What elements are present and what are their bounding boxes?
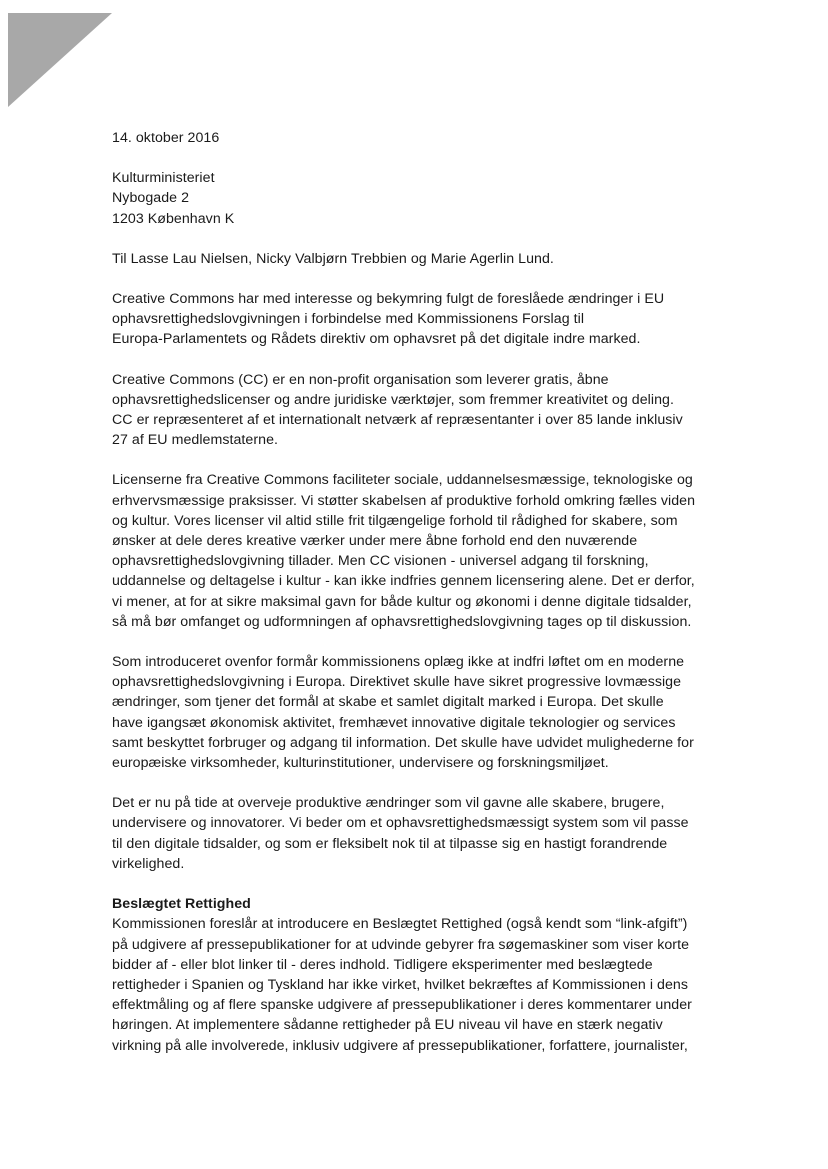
paragraph-intro [112,289,712,350]
text-line: bidder af - eller blot linker til - deres indhold. Tidligere eksperimenter med beslægtede [112,956,653,973]
paragraph-commission [112,652,712,773]
text-line: Som introduceret ovenfor formår kommissionens oplæg ikke at indfri løftet om en moderne [112,654,685,671]
text-line: til den digitale tidsalder, og som er fleksibelt nok til at tilpasse sig en hastigt forandrende [112,835,668,852]
text-line: Licenserne fra Creative Commons faciliteter sociale, uddannelsesmæssige, teknologiske og [112,472,693,489]
text-line: vi mener, at for at sikre maksimal gavn for både kultur og økonomi i denne digitale tidsalder, [112,593,692,610]
section-heading: Beslægtet Rettighed [112,896,251,913]
text-line: Kommissionen foreslår at introducere en Beslægtet Rettighed (også kendt som “link-afgift”) [112,916,688,933]
text-line: Det er nu på tide at overveje produktive ændringer som vil gavne alle skabere, brugere, [112,795,665,812]
text-line: virkning på alle involverede, inklusiv udgivere af pressepublikationer, forfattere, journalister, [112,1037,688,1054]
text-line: CC er repræsenteret af et internationalt netværk af repræsentanter i over 85 lande inklusiv [112,412,683,429]
recipient-address [112,168,712,229]
text-line: rettigheder i Spanien og Tyskland har ikke virket, hvilket bekræftes af Kommissionen i dens [112,976,689,993]
text-line: ophavsrettighedslicenser og andre juridiske værktøjer, som fremmer kreativitet og deling. [112,391,674,408]
text-line: 27 af EU medlemstaterne. [112,432,279,449]
text-line: virkelighed. [112,855,185,872]
text-line: og kultur. Vores licenser vil altid stille frit tilgængelige forhold til rådighed for skabere, som [112,512,678,529]
text-line: undervisere og innovatorer. Vi beder om et ophavsrettighedsmæssigt system som vil passe [112,815,689,832]
text-line: ophavsrettighedslovgivningen i forbindelse med Kommissionens Forslag til [112,311,585,328]
text-line: ønsker at dele deres kreative værker under mere åbne forhold end den nuværende [112,533,638,550]
letter-date: 14. oktober 2016 [112,130,220,146]
address-line: 1203 København K [112,210,235,227]
text-line: Creative Commons (CC) er en non-profit organisation som leverer gratis, åbne [112,371,609,388]
text-line: på udgivere af pressepublikationer for at udvinde gebyrer fra søgemaskiner som viser korte [112,936,690,953]
text-line: ophavsrettighedslovgivning i Europa. Direktivet skulle have sikret progressive lovmæssige [112,674,682,691]
paragraph-licenses [112,470,712,632]
text-line: effektmåling og af flere spanske udgivere af pressepublikationer i deres kommentarer under [112,997,692,1014]
text-line: uddannelse og deltagelse i kultur - kan ikke indfries gennem licensering alene. Det er derfor, [112,573,695,590]
salutation: Til Lasse Lau Nielsen, Nicky Valbjørn Trebbien og Marie Agerlin Lund. [112,250,554,267]
text-line: erhvervsmæssige praksisser. Vi støtter skabelsen af produktive forhold omkring fælles viden [112,492,696,509]
address-line: Nybogade 2 [112,190,190,207]
paragraph-call-to-action [112,793,712,874]
paragraph-about-cc [112,370,712,451]
text-line: Europa-Parlamentets og Rådets direktiv om ophavsret på det digitale indre marked. [112,331,641,348]
text-line: ophavsrettighedslovgivning tillader. Men CC visionen - universel adgang til forskning, [112,553,649,570]
text-line: høringen. At implementere sådanne rettigheder på EU niveau vil have en stærk negativ [112,1017,663,1034]
text-line: Creative Commons har med interesse og bekymring fulgt de foreslåede ændringer i EU [112,291,665,308]
page-corner-fold [8,13,112,107]
text-line: ændringer, som tjener det formål at skabe et samlet digitalt marked i Europa. Det skulle [112,694,664,711]
text-line: have igangsæt økonomisk aktivitet, fremhævet innovative digitale teknologier og services [112,714,676,731]
section-related-rights [112,894,712,1056]
letter-page [112,128,712,1056]
address-line: Kulturministeriet [112,170,215,187]
text-line: så må bør omfanget og udformningen af ophavsrettighedslovgivning tages op til diskussion. [112,613,692,630]
text-line: europæiske virksomheder, kulturinstitutioner, undervisere og forskningsmiljøet. [112,755,609,772]
text-line: samt beskyttet forbruger og adgang til information. Det skulle have udvidet mulighederne for [112,734,694,751]
